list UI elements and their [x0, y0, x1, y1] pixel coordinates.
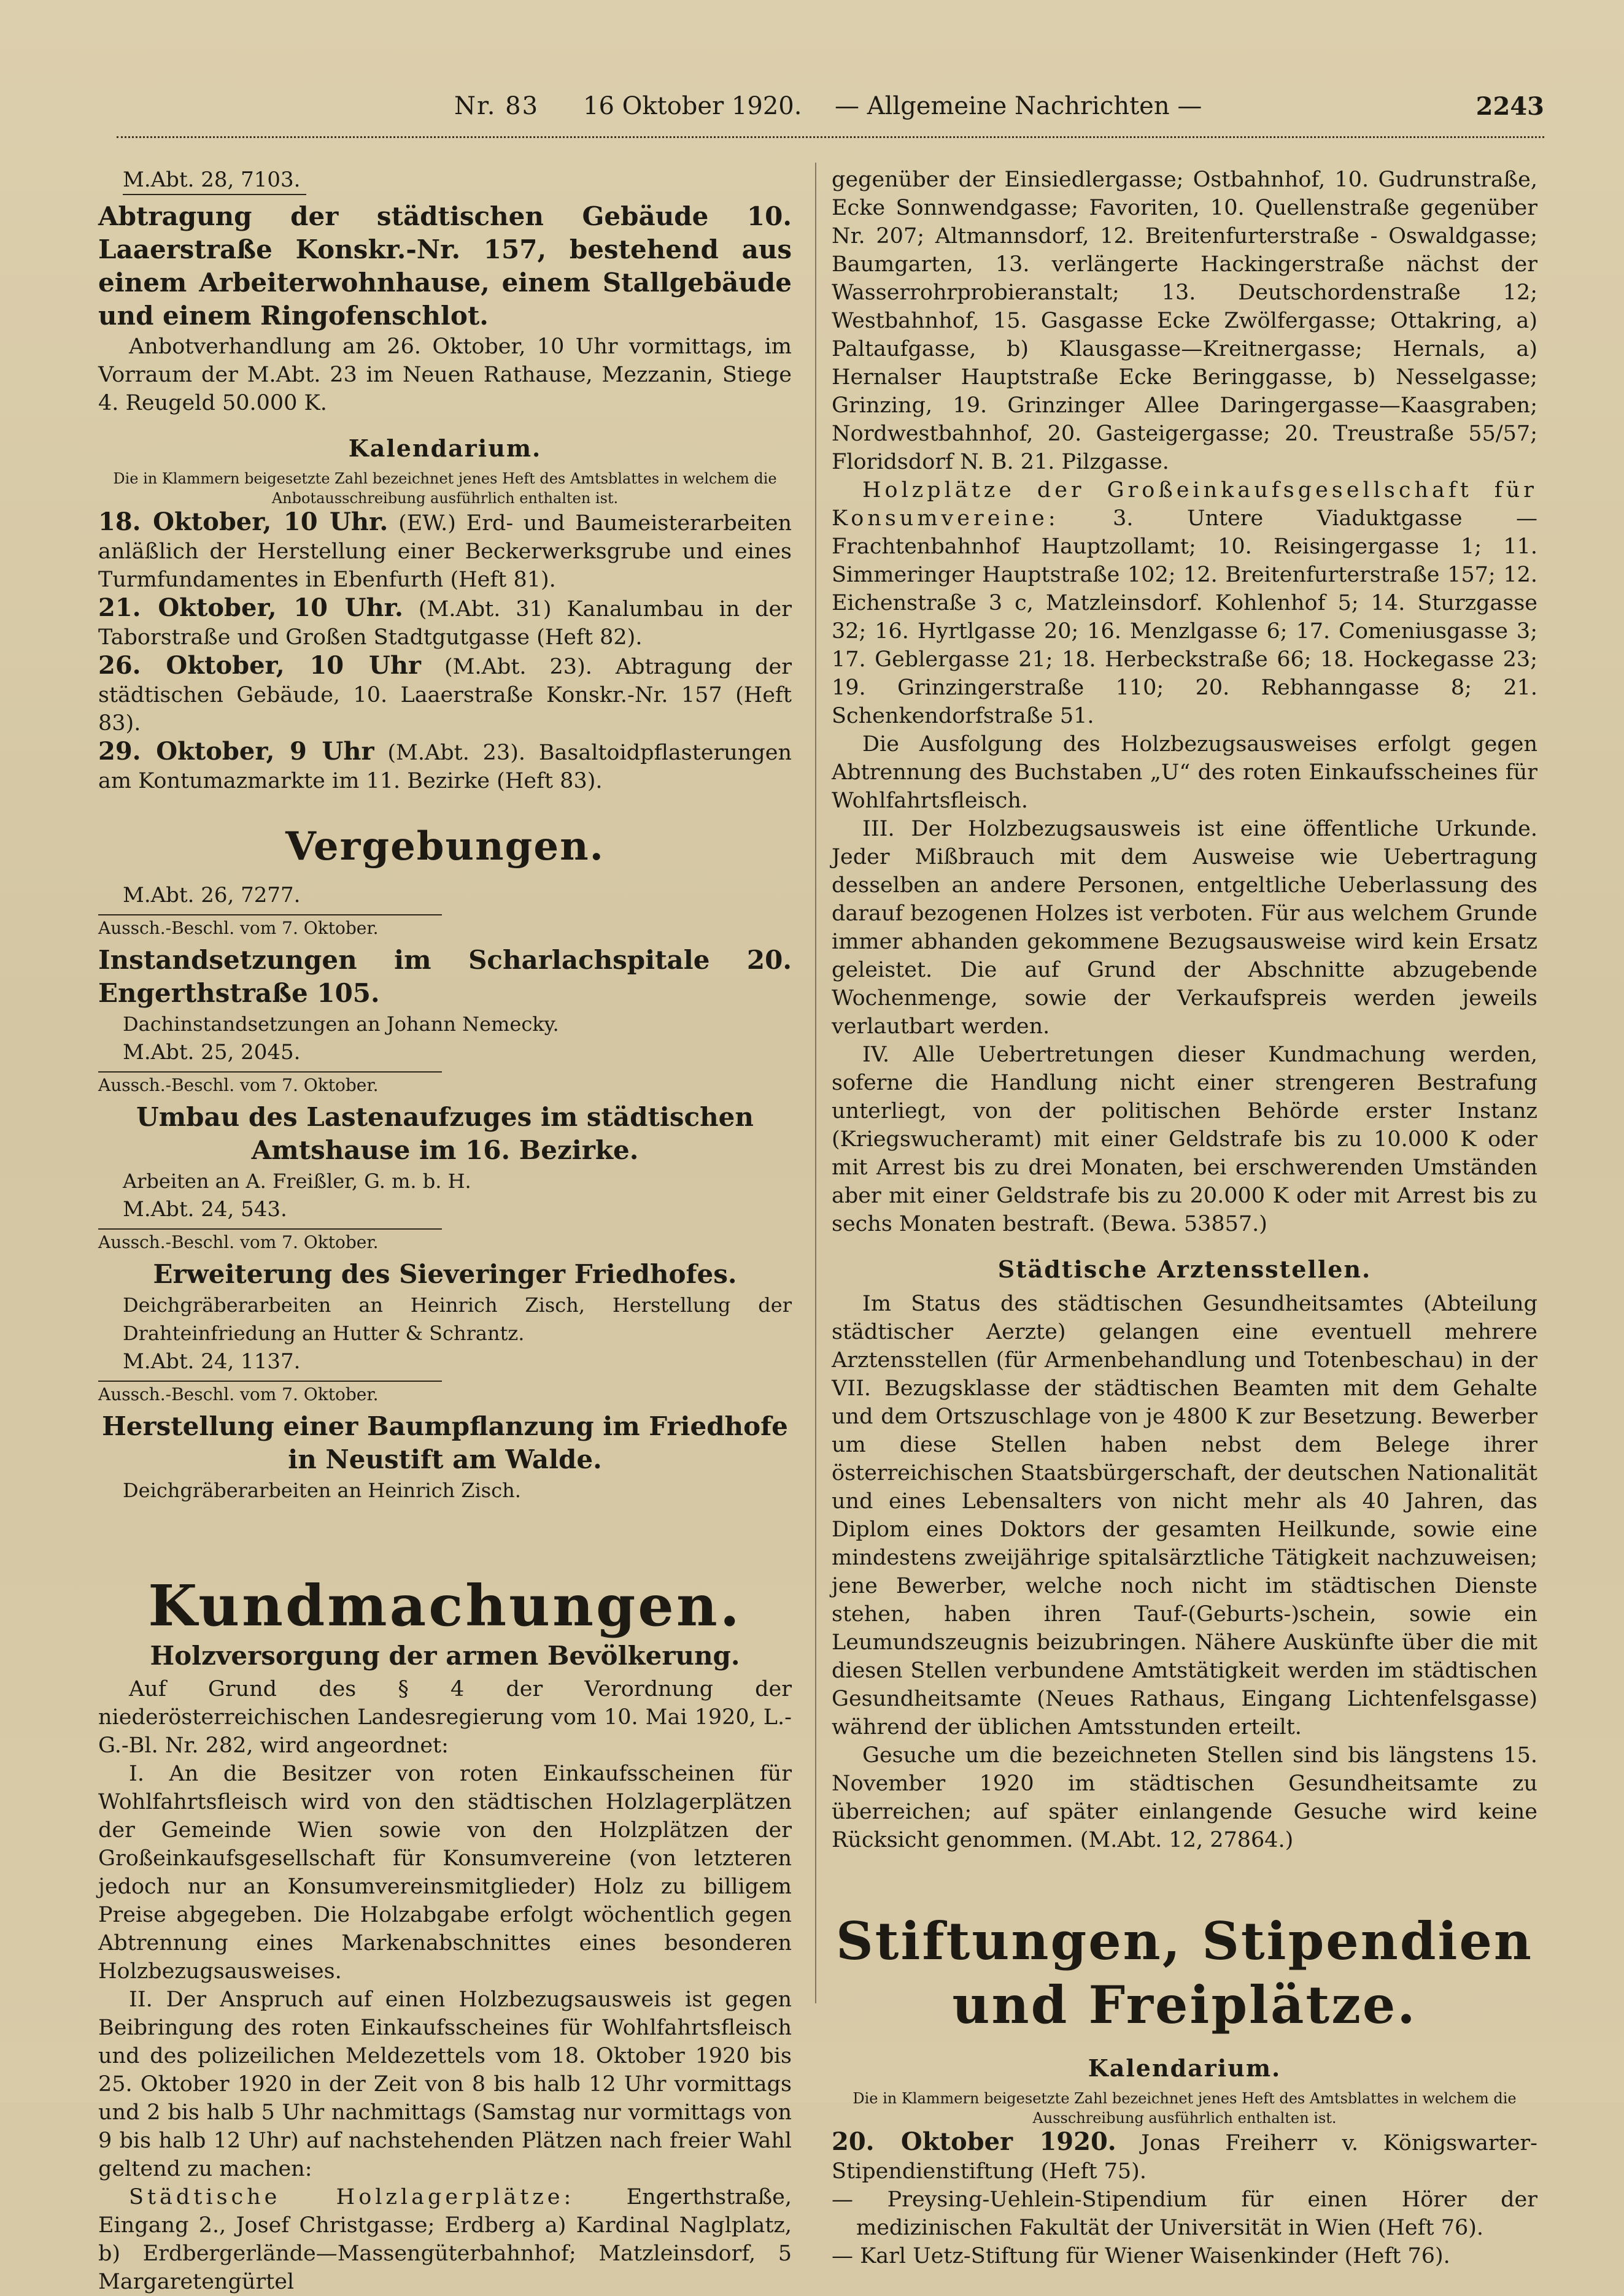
issue-date: 16 Oktober 1920.: [583, 92, 802, 120]
stiftungen-item: — Karl Uetz-Stiftung für Wiener Waisenkinder (Heft 76).: [832, 2244, 1450, 2268]
calendar-date: 21. Oktober, 10 Uhr.: [98, 593, 403, 622]
holz-paragraph: IV. Alle Uebertretungen dieser Kundmachung werden, soferne die Handlung nicht einer strengeren Bestrafung unterliegt, von der politischen Behörde erster Instanz (Kriegswucheramt) mit einer Geldstrafe bis zu 10.000 K oder mit Arrest bis zu drei Monaten, bei erschwerenden Umständen aber mit einer Geldstrafe bis zu 20.000 K oder mit Arrest bis zu sechs Monaten bestraft. (Bewa. 53857.): [832, 1042, 1537, 1236]
award-resolution: Aussch.-Beschl. vom 7. Oktober.: [98, 1228, 442, 1253]
stiftungen-heading: Stiftungen, Stipendien und Freiplätze.: [836, 1911, 1533, 2035]
calendar-text: (M.Abt. 31) Kanalumbau in der Taborstraße und Großen Stadtgutgasse (Heft 82).: [98, 597, 792, 650]
award-item: [98, 881, 792, 1038]
award-detail: Arbeiten an A. Freißler, G. m. b. H.: [123, 1169, 471, 1193]
award-title: Erweiterung des Sieveringer Friedhofes.: [153, 1259, 737, 1289]
award-reference: M.Abt. 26, 7277.: [123, 883, 301, 907]
notice-text: Anbotverhandlung am 26. Oktober, 10 Uhr vormittags, im Vorraum der M.Abt. 23 im Neuen Rathause, Mezzanin, Stiege 4. Reugeld 50.000 K.: [98, 334, 792, 415]
calendar-date: 29. Oktober, 9 Uhr: [98, 737, 374, 766]
kalendarium-note: Die in Klammern beigesetzte Zahl bezeichnet jenes Heft des Amtsblattes in welchem die Anbotausschreibung ausführlich enthalten ist.: [113, 470, 777, 507]
award-item: [98, 1195, 792, 1347]
holz-intro: Auf Grund des § 4 der Verordnung der niederösterreichischen Landesregierung vom 10. Mai 1920, L.-G.-Bl. Nr. 282, wird angeordnet:: [98, 1677, 792, 1758]
award-resolution: Aussch.-Beschl. vom 7. Oktober.: [98, 1381, 442, 1405]
column-divider: [815, 163, 816, 2003]
vergebungen-heading: Vergebungen.: [285, 823, 605, 869]
calendar-text: (EW.) Erd- und Baumeisterarbeiten anläßlich der Herstellung einer Beckerwerksgrube und eines Turmfundamentes in Ebenfurth (Heft 81).: [98, 511, 792, 592]
award-detail: Deichgräberarbeiten an Heinrich Zisch.: [123, 1479, 521, 1502]
stiftungen-date: 20. Oktober 1920.: [832, 2127, 1116, 2156]
page-header: [110, 92, 1544, 129]
holz-label: Städtische Holzlagerplätze:: [129, 2185, 575, 2209]
holz-paragraph: [832, 476, 1537, 730]
award-title: Herstellung einer Baumpflanzung im Friedhofe in Neustift am Walde.: [102, 1411, 788, 1474]
left-column: [98, 166, 792, 2296]
award-reference: M.Abt. 24, 1137.: [123, 1349, 301, 1374]
calendar-entry: [98, 738, 792, 795]
stiftungen-kalendarium-heading: Kalendarium.: [1088, 2054, 1282, 2082]
calendar-entry: [98, 652, 792, 738]
calendar-entry: [98, 594, 792, 652]
stiftungen-entry: [832, 2128, 1537, 2186]
calendar-text: (M.Abt. 23). Basaltoidpflasterungen am Kontumazmarkte im 11. Bezirke (Heft 83).: [98, 741, 792, 793]
right-column: [832, 166, 1537, 2270]
holz-locations-continued: gegenüber der Einsiedlergasse; Ostbahnhof, 10. Gudrunstraße, Ecke Sonnwendgasse; Favoriten, 10. Quellenstraße gegenüber Nr. 207; Altmannsdorf, 12. Breitenfurterstraße - Oswaldgasse; Baumgarten, 13. verlängerte Hackingerstraße nächst der Wasserrohrprobieranstalt; 13. Deutschordenstraße 12; Westbahnhof, 15. Gasgasse Ecke Zwölfergasse; Ottakring, a) Paltaufgasse, b) Klausgasse—Kreitnergasse; Hernals, a) Hernalser Hauptstraße Ecke Beringgasse, b) Nesselgasse; Grinzing, 19. Grinzinger Allee Daringergasse—Kaasgraben; Nordwestbahnhof, 20. Gasteigergasse; 20. Treustraße 55/57; Floridsdorf N. B. 21. Pilzgasse.: [832, 168, 1537, 474]
award-reference: M.Abt. 25, 2045.: [123, 1040, 301, 1065]
stiftungen-item: — Preysing-Uehlein-Stipendium für einen Hörer der medizinischen Fakultät der Universität in Wien (Heft 76).: [832, 2187, 1537, 2240]
holz-label: Holzplätze der Großeinkaufsgesellschaft für Konsumvereine:: [832, 478, 1537, 531]
award-detail: Dachinstandsetzungen an Johann Nemecky.: [123, 1012, 559, 1036]
notice-reference: M.Abt. 28, 7103.: [123, 166, 306, 195]
holz-paragraph: III. Der Holzbezugsausweis ist eine öffentliche Urkunde. Jeder Mißbrauch mit dem Ausweise wie Uebertragung desselben an andere Personen, entgeltliche Ueberlassung des darauf bezogenen Holzes ist verboten. Für aus welchem Grunde immer abhanden gekommene Bezugsausweise wird kein Ersatz geleistet. Die auf Grund der Abschnitte abzugebende Wochenmenge, sowie der Verkaufspreis werden jeweils verlautbart werden.: [832, 817, 1537, 1039]
calendar-text: (M.Abt. 23). Abtragung der städtischen Gebäude, 10. Laaerstraße Konskr.-Nr. 157 (Heft 83).: [98, 655, 792, 736]
kalendarium-heading: Kalendarium.: [348, 434, 542, 462]
notice-title: Abtragung der städtischen Gebäude 10. Laaerstraße Konskr.-Nr. 157, bestehend aus einem Arbeiterwohnhause, einem Stallgebäude und einem Ringofenschlot.: [98, 201, 792, 331]
award-title: Umbau des Lastenaufzuges im städtischen Amtshause im 16. Bezirke.: [136, 1102, 754, 1165]
calendar-entry: [98, 508, 792, 594]
calendar-date: 26. Oktober, 10 Uhr: [98, 651, 421, 680]
award-title: Instandsetzungen im Scharlachspitale 20. Engerthstraße 105.: [98, 945, 792, 1008]
award-resolution: Aussch.-Beschl. vom 7. Oktober.: [98, 914, 442, 939]
holz-paragraph: II. Der Anspruch auf einen Holzbezugsausweis ist gegen Beibringung des roten Einkaufsscheines für Wohlfahrtsfleisch und des polizeilichen Meldezettels vom 18. Oktober 1920 bis 25. Oktober 1920 in der Zeit von 8 bis halb 12 Uhr vormittags und 2 bis halb 5 Uhr nachmittags (Samstag nur vormittags von 9 bis halb 12 Uhr) auf nachstehenden Plätzen nach freier Wahl geltend zu machen:: [98, 1987, 792, 2181]
holz-heading: Holzversorgung der armen Bevölkerung.: [150, 1641, 740, 1671]
holz-paragraph: I. An die Besitzer von roten Einkaufsscheinen für Wohlfahrtsfleisch wird von den städtischen Holzlagerplätzen der Gemeinde Wien sowie von den Holzplätzen der Großeinkaufsgesellschaft für Konsumvereine (von letzteren jedoch nur an Konsumvereinsmitglieder) Holz zu billigem Preise abgegeben. Die Holzabgabe erfolgt wöchentlich gegen Abtrennung eines Markenabschnittes eines besonderen Holzbezugsausweises.: [98, 1762, 792, 1984]
award-item: [98, 1347, 792, 1504]
calendar-date: 18. Oktober, 10 Uhr.: [98, 507, 389, 536]
holz-paragraph: [98, 2183, 792, 2296]
holz-locations: 3. Untere Viaduktgasse — Frachtenbahnhof Hauptzollamt; 10. Reisingergasse 1; 11. Simmeringer Hauptstraße 102; 12. Breitenfurterstraße 157; 12. Eichenstraße 3 c, Matzleinsdorf. Kohlenhof 5; 14. Sturzgasse 32; 16. Hyrtlgasse 20; 16. Menzlgasse 6; 17. Comeniusgasse 3; 17. Geblergasse 21; 18. Herbeckstraße 66; 18. Hockegasse 23; 19. Grinzingerstraße 110; 20. Rebhanngasse 8; 21. Schenkendorfstraße 51.: [832, 506, 1537, 728]
page-number: 2243: [1475, 92, 1544, 121]
issue-number: Nr. 83: [454, 92, 539, 120]
award-resolution: Aussch.-Beschl. vom 7. Oktober.: [98, 1071, 442, 1096]
calendar-list: [98, 508, 792, 795]
aerzte-heading: Städtische Arztensstellen.: [997, 1255, 1372, 1283]
award-reference: M.Abt. 24, 543.: [123, 1197, 287, 1222]
award-item: [98, 1038, 792, 1195]
aerzte-paragraph: Gesuche um die bezeichneten Stellen sind bis längstens 15. November 1920 im städtischen Gesundheitsamte zu überreichen; auf später einlangende Gesuche wird keine Rücksicht genommen. (M.Abt. 12, 27864.): [832, 1743, 1537, 1852]
kundmachungen-heading: Kundmachungen.: [148, 1573, 742, 1639]
header-rule: [117, 136, 1544, 138]
stiftungen-note: Die in Klammern beigesetzte Zahl bezeichnet jenes Heft des Amtsblattes in welchem die Ausschreibung ausführlich enthalten ist.: [853, 2090, 1517, 2127]
stiftungen-text: Jonas Freiherr v. Königswarter-Stipendienstiftung (Heft 75).: [832, 2131, 1537, 2184]
aerzte-paragraph: Im Status des städtischen Gesundheitsamtes (Abteilung städtischer Aerzte) gelangen eine eventuell mehrere Arztensstellen (für Armenbehandlung und Totenbeschau) in der VII. Bezugsklasse der städtischen Beamten mit dem Gehalte und dem Ortszuschlage von je 4800 K zur Besetzung. Bewerber um diese Stellen haben nebst dem Belege ihrer österreichischen Staatsbürgerschaft, der deutschen Nationalität und eines Lebensalters von nicht mehr als 40 Jahren, das Diplom eines Doktors der gesamten Heilkunde, sowie eine mindestens zweijährige spitalsärztliche Tätigkeit nachzuweisen; jene Bewerber, welche noch nicht im städtischen Dienste stehen, haben ihren Tauf-(Geburts-)schein, sowie ein Leumundszeugnis beizubringen. Nähere Auskünfte über die mit diesen Stellen verbundene Amtstätigkeit werden im städtischen Gesundheitsamte (Neues Rathaus, Eingang Lichtenfelsgasse) während der üblichen Amtsstunden erteilt.: [832, 1292, 1537, 1739]
publication-section: — Allgemeine Nachrichten —: [835, 92, 1202, 120]
holz-locations: Engerthstraße, Eingang 2., Josef Christgasse; Erdberg a) Kardinal Naglplatz, b) Erdbergerlände—Massengüterbahnhof; Matzleinsdorf, 5 Margaretengürtel: [98, 2185, 792, 2294]
award-detail: Deichgräberarbeiten an Heinrich Zisch, Herstellung der Drahteinfriedung an Hutter & Schrantz.: [123, 1293, 792, 1345]
holz-paragraph: Die Ausfolgung des Holzbezugsausweises erfolgt gegen Abtrennung des Buchstaben „U“ des roten Einkaufsscheines für Wohlfahrtsfleisch.: [832, 732, 1537, 813]
